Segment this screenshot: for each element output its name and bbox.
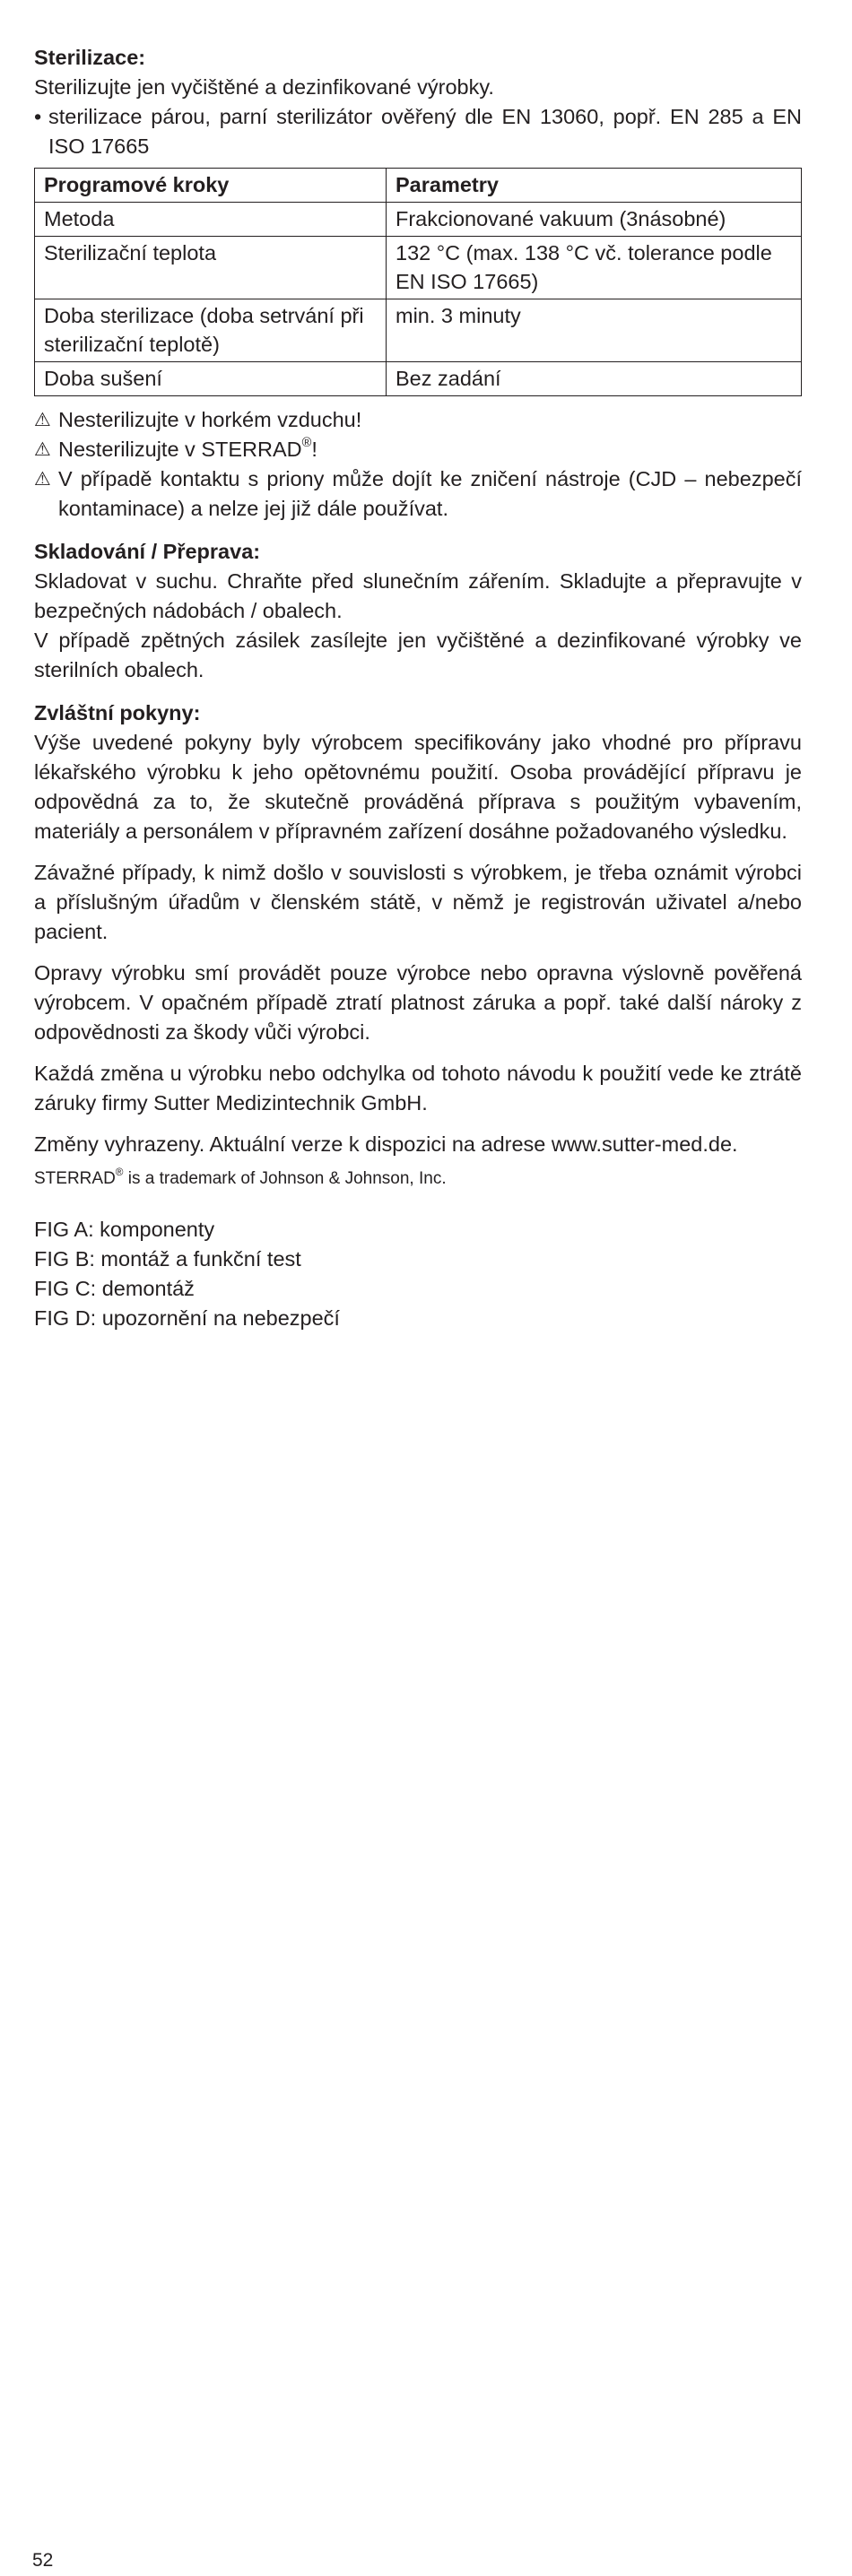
table-cell-step: Metoda <box>35 203 387 237</box>
special-paragraph: Změny vyhrazeny. Aktuální verze k dispozici na adrese www.sutter-med.de. <box>34 1132 738 1156</box>
sterilization-section <box>34 43 802 524</box>
warning-text: Nesterilizujte v horkém vzduchu! <box>58 408 362 431</box>
table-cell-parameter: Frakcionované vakuum (3násobné) <box>387 203 802 237</box>
trademark-note <box>34 1167 802 1192</box>
warning-sterrad-suffix: ! <box>311 438 317 461</box>
storage-section <box>34 537 802 685</box>
table-row <box>35 299 802 362</box>
table-cell-step: Doba sterilizace (doba setrvání při sterilizační teplotě) <box>35 299 387 362</box>
warning-icon: ⚠ <box>34 468 51 490</box>
warning-prions <box>34 464 802 524</box>
storage-heading: Skladování / Přeprava: <box>34 540 261 563</box>
table-cell-parameter: min. 3 minuty <box>387 299 802 362</box>
page-number: 52 <box>32 2550 54 2571</box>
trademark-brand: STERRAD <box>34 1169 116 1188</box>
special-heading: Zvláštní pokyny: <box>34 701 201 724</box>
warning-sterrad <box>34 435 802 464</box>
trademark-text: is a trademark of Johnson & Johnson, Inc. <box>123 1169 447 1188</box>
table-row <box>35 203 802 237</box>
warning-icon: ⚠ <box>34 409 51 430</box>
special-instructions-section <box>34 698 802 1192</box>
document-page <box>34 43 802 1333</box>
table-header-steps: Programové kroky <box>35 169 387 203</box>
table-cell-step: Doba sušení <box>35 362 387 396</box>
table-header-parameters: Parametry <box>387 169 802 203</box>
registered-mark: ® <box>301 436 312 450</box>
storage-paragraph: V případě zpětných zásilek zasílejte jen vyčištěné a dezinfikované výrobky ve sterilních obalech. <box>34 629 802 681</box>
sterilization-parameters-table <box>34 168 802 396</box>
registered-mark: ® <box>115 1166 124 1178</box>
warning-text: V případě kontaktu s priony může dojít ke zničení nástroje (CJD – nebezpečí kontaminace) a nelze jej již dále používat. <box>58 467 802 520</box>
table-cell-parameter: Bez zadání <box>387 362 802 396</box>
special-paragraph: Každá změna u výrobku nebo odchylka od tohoto návodu k použití vede ke ztrátě záruky firmy Sutter Medizintechnik GmbH. <box>34 1062 802 1115</box>
table-cell-parameter: 132 °C (max. 138 °C vč. tolerance podle EN ISO 17665) <box>387 237 802 299</box>
warning-sterrad-text: Nesterilizujte v STERRAD <box>58 438 302 461</box>
table-row <box>35 237 802 299</box>
figure-legend <box>34 1215 802 1333</box>
warning-icon: ⚠ <box>34 438 51 460</box>
sterilization-heading: Sterilizace: <box>34 46 146 69</box>
table-header-row <box>35 169 802 203</box>
sterilization-intro: Sterilizujte jen vyčištěné a dezinfikované výrobky. <box>34 75 494 99</box>
storage-paragraph: Skladovat v suchu. Chraňte před slunečním zářením. Skladujte a přepravujte v bezpečných nádobách / obalech. <box>34 569 802 622</box>
special-paragraph: Závažné případy, k nimž došlo v souvislosti s výrobkem, je třeba oznámit výrobci a příslušným úřadům v členském státě, v němž je registrován uživatel a/nebo pacient. <box>34 861 802 943</box>
sterilization-bullet <box>34 102 802 161</box>
figure-item: FIG D: upozornění na nebezpečí <box>34 1306 340 1330</box>
figure-item: FIG B: montáž a funkční test <box>34 1247 301 1271</box>
figure-item: FIG C: demontáž <box>34 1277 195 1300</box>
warning-text <box>58 435 802 464</box>
special-paragraph: Opravy výrobku smí provádět pouze výrobce nebo opravna výslovně pověřená výrobcem. V opačném případě ztratí platnost záruka a popř. také další nároky z odpovědnosti za škody vůči výrobci. <box>34 961 802 1044</box>
bullet-mark: • <box>34 105 42 128</box>
table-row <box>35 362 802 396</box>
bullet-text: sterilizace párou, parní sterilizátor ověřený dle EN 13060, popř. EN 285 a EN ISO 17665 <box>48 105 802 158</box>
figure-item: FIG A: komponenty <box>34 1218 215 1241</box>
table-cell-step: Sterilizační teplota <box>35 237 387 299</box>
special-paragraph: Výše uvedené pokyny byly výrobcem specifikovány jako vhodné pro přípravu lékařského výrobku k jeho opětovnému použití. Osoba provádějící přípravu je odpovědná za to, že skutečně prováděná příprava s použitým vybavením, materiály a personálem v přípravném zařízení dosáhne požadovaného výsledku. <box>34 731 802 843</box>
warning-hot-air <box>34 405 802 435</box>
